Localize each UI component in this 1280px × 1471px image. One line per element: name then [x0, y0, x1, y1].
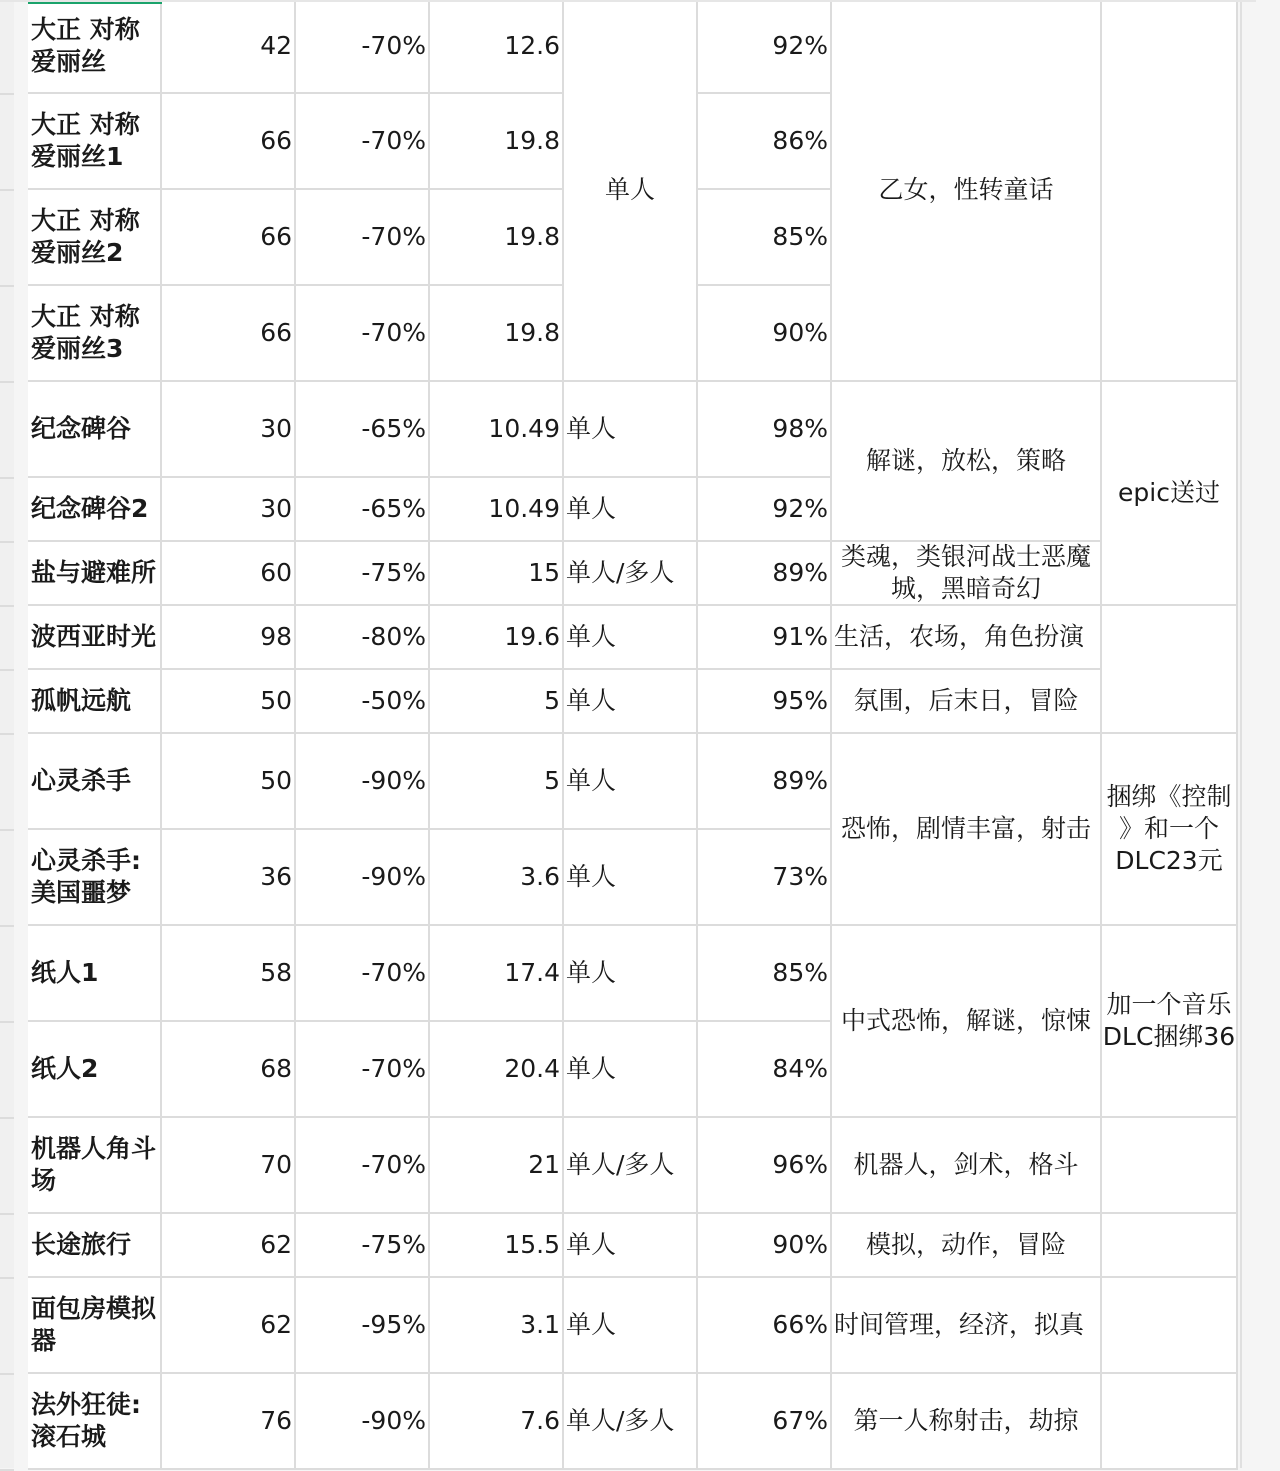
game-name-cell-text: 纸人2: [31, 1054, 99, 1083]
row-header-divider: [0, 541, 14, 543]
row-header-divider: [0, 285, 14, 287]
game-name-cell[interactable]: [28, 1374, 162, 1470]
mode-cell[interactable]: [564, 606, 698, 670]
price-cell[interactable]: [162, 1118, 296, 1214]
note-cell[interactable]: [1102, 1118, 1238, 1214]
row-header-divider: [0, 189, 14, 191]
row-header-divider: [0, 605, 14, 607]
discount-cell-text: -65%: [361, 494, 426, 523]
tags-cell-merged-text: 解谜，放松，策略: [865, 446, 1066, 475]
mode-cell[interactable]: [564, 926, 698, 1022]
discount-cell-text: -70%: [361, 222, 426, 251]
discount-cell-text: -90%: [361, 862, 426, 891]
rating-cell[interactable]: [698, 1374, 832, 1470]
sale-price-cell[interactable]: [430, 478, 564, 542]
mode-cell[interactable]: [564, 1022, 698, 1118]
mode-cell[interactable]: [564, 478, 698, 542]
sale-price-cell[interactable]: [430, 1214, 564, 1278]
price-cell-text: 50: [260, 766, 292, 795]
price-cell-text: 66: [260, 222, 292, 251]
mode-cell-text: 单人/多人: [566, 1150, 675, 1179]
price-cell-text: 50: [260, 686, 292, 715]
note-cell-merged[interactable]: [1102, 382, 1238, 606]
tags-cell-text: 时间管理，经济，拟真: [834, 1310, 1085, 1339]
sale-price-cell[interactable]: [430, 94, 564, 190]
sale-price-cell-text: 19.8: [504, 126, 560, 155]
sale-price-cell-text: 17.4: [504, 958, 560, 987]
sale-price-cell[interactable]: [430, 0, 564, 94]
row-header-divider: [0, 669, 14, 671]
sale-price-cell-text: 10.49: [488, 414, 560, 443]
game-name-cell[interactable]: [28, 670, 162, 734]
discount-cell[interactable]: [296, 286, 430, 382]
sale-price-cell[interactable]: [430, 542, 564, 606]
price-cell-text: 58: [260, 958, 292, 987]
row-header-divider: [0, 93, 14, 95]
mode-cell[interactable]: [564, 1118, 698, 1214]
discount-cell[interactable]: [296, 734, 430, 830]
rating-cell-text: 66%: [772, 1310, 828, 1339]
discount-cell-text: -50%: [361, 686, 426, 715]
tags-cell-merged[interactable]: [832, 734, 1102, 926]
tags-cell-text: 模拟，动作，冒险: [865, 1230, 1066, 1259]
game-name-cell[interactable]: [28, 542, 162, 606]
mode-cell-text: 单人: [566, 622, 617, 651]
discount-cell-text: -90%: [361, 1406, 426, 1435]
mode-cell[interactable]: [564, 1214, 698, 1278]
sale-price-cell-text: 3.6: [520, 862, 560, 891]
price-cell[interactable]: [162, 542, 296, 606]
rating-cell[interactable]: [698, 670, 832, 734]
price-cell[interactable]: [162, 1214, 296, 1278]
rating-cell[interactable]: [698, 382, 832, 478]
discount-cell[interactable]: [296, 542, 430, 606]
price-cell-text: 36: [260, 862, 292, 891]
price-cell[interactable]: [162, 0, 296, 94]
game-name-cell-text: 孤帆远航: [31, 686, 132, 715]
rating-cell-text: 91%: [772, 622, 828, 651]
row-header-divider: [0, 925, 14, 927]
rating-cell-text: 85%: [772, 958, 828, 987]
price-cell-text: 30: [260, 494, 292, 523]
sale-price-cell-text: 5: [544, 766, 560, 795]
tags-cell[interactable]: [832, 1278, 1102, 1374]
price-cell[interactable]: [162, 478, 296, 542]
mode-cell[interactable]: [564, 1374, 698, 1470]
mode-cell[interactable]: [564, 734, 698, 830]
note-cell-merged-text: 加一个音乐 DLC捆绑36: [1102, 990, 1236, 1051]
discount-cell[interactable]: [296, 1022, 430, 1118]
tags-cell-text: 第一人称射击，劫掠: [853, 1406, 1079, 1435]
sale-price-cell-text: 3.1: [520, 1310, 560, 1339]
discount-cell[interactable]: [296, 926, 430, 1022]
price-cell[interactable]: [162, 926, 296, 1022]
rating-cell-text: 86%: [772, 126, 828, 155]
game-name-cell[interactable]: [28, 1214, 162, 1278]
tags-cell-text: 机器人，剑术，格斗: [853, 1150, 1079, 1179]
rating-cell[interactable]: [698, 606, 832, 670]
discount-cell-text: -75%: [361, 558, 426, 587]
price-cell[interactable]: [162, 382, 296, 478]
note-cell[interactable]: [1102, 606, 1238, 734]
top-border: [0, 0, 1256, 2]
price-cell[interactable]: [162, 190, 296, 286]
row-header-divider: [0, 381, 14, 383]
rating-cell[interactable]: [698, 94, 832, 190]
sale-price-cell-text: 21: [528, 1150, 560, 1179]
price-cell-text: 66: [260, 126, 292, 155]
discount-cell[interactable]: [296, 1374, 430, 1470]
discount-cell[interactable]: [296, 190, 430, 286]
sale-price-cell[interactable]: [430, 382, 564, 478]
rating-cell[interactable]: [698, 734, 832, 830]
rating-cell-text: 89%: [772, 558, 828, 587]
rating-cell[interactable]: [698, 830, 832, 926]
mode-cell-text: 单人: [566, 862, 617, 891]
tags-cell-text: 氛围，后末日，冒险: [853, 686, 1079, 715]
tags-cell-merged[interactable]: [832, 382, 1102, 542]
game-name-cell-text: 法外狂徒: 滚石城: [31, 1390, 141, 1451]
row-header-divider: [0, 733, 14, 735]
tags-cell[interactable]: [832, 1118, 1102, 1214]
game-name-cell[interactable]: [28, 926, 162, 1022]
sale-price-cell-text: 7.6: [520, 1406, 560, 1435]
rating-cell[interactable]: [698, 1118, 832, 1214]
rating-cell[interactable]: [698, 190, 832, 286]
price-cell[interactable]: [162, 1278, 296, 1374]
discount-cell[interactable]: [296, 382, 430, 478]
sale-price-cell-text: 20.4: [504, 1054, 560, 1083]
discount-cell[interactable]: [296, 606, 430, 670]
rating-cell[interactable]: [698, 1214, 832, 1278]
price-cell-text: 70: [260, 1150, 292, 1179]
discount-cell-text: -70%: [361, 31, 426, 60]
sale-price-cell[interactable]: [430, 670, 564, 734]
rating-cell-text: 85%: [772, 222, 828, 251]
price-cell-text: 68: [260, 1054, 292, 1083]
vertical-scrollbar[interactable]: [1240, 0, 1280, 1468]
discount-cell[interactable]: [296, 1118, 430, 1214]
sale-price-cell[interactable]: [430, 190, 564, 286]
discount-cell-text: -80%: [361, 622, 426, 651]
sale-price-cell-text: 10.49: [488, 494, 560, 523]
sale-price-cell-text: 12.6: [504, 31, 560, 60]
sale-price-cell[interactable]: [430, 830, 564, 926]
tags-cell[interactable]: [832, 542, 1102, 606]
tags-cell-merged[interactable]: [832, 926, 1102, 1118]
game-name-cell-text: 大正 对称 爱丽丝3: [31, 302, 140, 363]
note-cell[interactable]: [1102, 0, 1238, 382]
price-cell-text: 60: [260, 558, 292, 587]
game-name-cell-text: 纪念碑谷: [31, 414, 132, 443]
game-name-cell[interactable]: [28, 1278, 162, 1374]
note-cell-merged-text: 捆绑《控制 》和一个 DLC23元: [1106, 782, 1232, 875]
rating-cell[interactable]: [698, 478, 832, 542]
tags-cell-merged[interactable]: [832, 0, 1102, 382]
price-cell[interactable]: [162, 1022, 296, 1118]
mode-cell[interactable]: [564, 542, 698, 606]
discount-cell-text: -70%: [361, 318, 426, 347]
discount-cell[interactable]: [296, 0, 430, 94]
sale-price-cell-text: 19.6: [504, 622, 560, 651]
rating-cell-text: 95%: [772, 686, 828, 715]
mode-cell[interactable]: [564, 1278, 698, 1374]
game-name-cell-text: 纪念碑谷2: [31, 494, 149, 523]
rating-cell-text: 67%: [772, 1406, 828, 1435]
tags-cell-merged-text: 恐怖，剧情丰富，射击: [840, 814, 1091, 843]
mode-cell[interactable]: [564, 382, 698, 478]
price-cell-text: 66: [260, 318, 292, 347]
rating-cell-text: 96%: [772, 1150, 828, 1179]
note-cell[interactable]: [1102, 1374, 1238, 1470]
rating-cell-text: 92%: [772, 494, 828, 523]
sale-price-cell[interactable]: [430, 606, 564, 670]
rating-cell-text: 98%: [772, 414, 828, 443]
price-cell[interactable]: [162, 670, 296, 734]
price-cell-text: 98: [260, 622, 292, 651]
discount-cell-text: -70%: [361, 958, 426, 987]
discount-cell-text: -70%: [361, 126, 426, 155]
price-cell[interactable]: [162, 1374, 296, 1470]
game-name-cell-text: 盐与避难所: [31, 558, 157, 587]
mode-cell-text: 单人: [566, 766, 617, 795]
game-name-cell-text: 纸人1: [31, 958, 99, 987]
game-name-cell[interactable]: [28, 286, 162, 382]
game-name-cell[interactable]: [28, 478, 162, 542]
note-cell-merged[interactable]: [1102, 926, 1238, 1118]
price-cell-text: 62: [260, 1310, 292, 1339]
mode-cell[interactable]: [564, 830, 698, 926]
game-name-cell-text: 面包房模拟 器: [31, 1294, 157, 1355]
mode-cell-text: 单人: [566, 1054, 617, 1083]
row-header-divider: [0, 1277, 14, 1279]
mode-cell-text: 单人: [566, 686, 617, 715]
mode-cell-text: 单人: [566, 1230, 617, 1259]
sale-price-cell-text: 15: [528, 558, 560, 587]
mode-cell-merged[interactable]: [564, 0, 698, 382]
mode-cell-text: 单人: [566, 414, 617, 443]
game-name-cell-text: 大正 对称 爱丽丝2: [31, 206, 140, 267]
note-cell[interactable]: [1102, 1278, 1238, 1374]
price-cell-text: 30: [260, 414, 292, 443]
game-name-cell[interactable]: [28, 1118, 162, 1214]
tags-cell-merged-text: 乙女，性转童话: [878, 175, 1054, 204]
discount-cell-text: -75%: [361, 1230, 426, 1259]
game-name-cell[interactable]: [28, 94, 162, 190]
game-name-cell-text: 机器人角斗 场: [31, 1134, 157, 1195]
discount-cell[interactable]: [296, 830, 430, 926]
discount-cell-text: -65%: [361, 414, 426, 443]
discount-cell-text: -95%: [361, 1310, 426, 1339]
game-name-cell[interactable]: [28, 830, 162, 926]
discount-cell[interactable]: [296, 478, 430, 542]
mode-cell-text: 单人: [566, 1310, 617, 1339]
discount-cell-text: -70%: [361, 1150, 426, 1179]
tags-cell[interactable]: [832, 670, 1102, 734]
game-name-cell[interactable]: [28, 606, 162, 670]
discount-cell-text: -90%: [361, 766, 426, 795]
sale-price-cell[interactable]: [430, 286, 564, 382]
rating-cell-text: 84%: [772, 1054, 828, 1083]
row-header-divider: [0, 1117, 14, 1119]
mode-cell[interactable]: [564, 670, 698, 734]
sale-price-cell-text: 19.8: [504, 222, 560, 251]
tags-cell-merged-text: 中式恐怖，解谜，惊悚: [840, 1006, 1091, 1035]
game-name-cell[interactable]: [28, 734, 162, 830]
rating-cell-text: 73%: [772, 862, 828, 891]
price-cell[interactable]: [162, 94, 296, 190]
rating-cell[interactable]: [698, 542, 832, 606]
price-cell-text: 42: [260, 31, 292, 60]
sale-price-cell-text: 19.8: [504, 318, 560, 347]
rating-cell[interactable]: [698, 286, 832, 382]
price-cell[interactable]: [162, 830, 296, 926]
mode-cell-text: 单人: [566, 494, 617, 523]
discount-cell[interactable]: [296, 1214, 430, 1278]
discount-cell-text: -70%: [361, 1054, 426, 1083]
note-cell[interactable]: [1102, 1214, 1238, 1278]
sale-price-cell[interactable]: [430, 1118, 564, 1214]
price-cell[interactable]: [162, 606, 296, 670]
sale-price-cell[interactable]: [430, 926, 564, 1022]
rating-cell[interactable]: [698, 1278, 832, 1374]
sale-price-cell[interactable]: [430, 734, 564, 830]
rating-cell-text: 89%: [772, 766, 828, 795]
note-cell-merged[interactable]: [1102, 734, 1238, 926]
mode-cell-text: 单人/多人: [566, 558, 675, 587]
mode-cell-text: 单人: [566, 958, 617, 987]
rating-cell[interactable]: [698, 926, 832, 1022]
rating-cell-text: 92%: [772, 31, 828, 60]
game-name-cell-text: 心灵杀手: 美国噩梦: [31, 846, 141, 907]
discount-cell[interactable]: [296, 670, 430, 734]
game-name-cell-text: 大正 对称 爱丽丝: [31, 15, 140, 76]
rating-cell-text: 90%: [772, 318, 828, 347]
game-name-cell[interactable]: [28, 1022, 162, 1118]
tags-cell-text: 类魂，类银河战士恶魔 城，黑暗奇幻: [840, 542, 1091, 603]
tags-cell[interactable]: [832, 1214, 1102, 1278]
mode-cell-text: 单人/多人: [566, 1406, 675, 1435]
game-name-cell-text: 波西亚时光: [31, 622, 157, 651]
rating-cell[interactable]: [698, 1022, 832, 1118]
row-header-divider: [0, 1021, 14, 1023]
price-cell[interactable]: [162, 734, 296, 830]
tags-cell[interactable]: [832, 606, 1102, 670]
game-name-cell[interactable]: [28, 382, 162, 478]
rating-cell[interactable]: [698, 0, 832, 94]
sale-price-cell-text: 5: [544, 686, 560, 715]
row-header-divider: [0, 477, 14, 479]
sale-price-cell-text: 15.5: [504, 1230, 560, 1259]
game-name-cell[interactable]: [28, 0, 162, 94]
price-cell[interactable]: [162, 286, 296, 382]
discount-cell[interactable]: [296, 94, 430, 190]
mode-cell-merged-text: 单人: [604, 175, 655, 204]
row-header-divider: [0, 1213, 14, 1215]
rating-cell-text: 90%: [772, 1230, 828, 1259]
game-name-cell-text: 大正 对称 爱丽丝1: [31, 110, 140, 171]
price-cell-text: 76: [260, 1406, 292, 1435]
tags-cell-text: 生活，农场，角色扮演: [834, 622, 1085, 651]
row-header-divider: [0, 1373, 14, 1375]
sale-price-cell[interactable]: [430, 1374, 564, 1470]
note-cell-merged-text: epic送过: [1118, 478, 1220, 507]
sale-price-cell[interactable]: [430, 1278, 564, 1374]
sale-price-cell[interactable]: [430, 1022, 564, 1118]
game-name-cell[interactable]: [28, 190, 162, 286]
discount-cell[interactable]: [296, 1278, 430, 1374]
game-name-cell-text: 长途旅行: [31, 1230, 132, 1259]
game-name-cell-text: 心灵杀手: [31, 766, 132, 795]
price-cell-text: 62: [260, 1230, 292, 1259]
tags-cell[interactable]: [832, 1374, 1102, 1470]
row-header-divider: [0, 829, 14, 831]
